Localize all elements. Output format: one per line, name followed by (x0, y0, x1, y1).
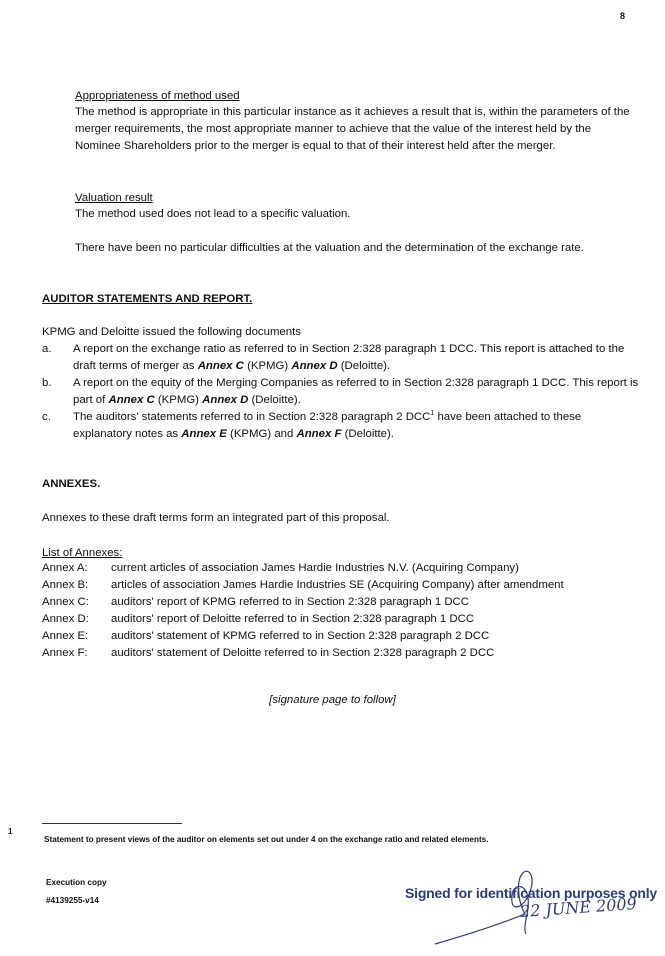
document-id: #4139255-v14 (46, 896, 99, 905)
annex-key: Annex A: (42, 562, 88, 574)
valuation-heading: Valuation result (75, 192, 153, 204)
annex-value: auditors' report of KPMG referred to in Section 2:328 paragraph 1 DCC (111, 596, 469, 608)
footer-doc-info (46, 874, 107, 910)
annex-value: current articles of association James Hardie Industries N.V. (Acquiring Company) (111, 562, 519, 574)
list-marker: c. (42, 411, 51, 423)
annex-row (42, 594, 640, 611)
annex-value: auditors' statement of KPMG referred to in Section 2:328 paragraph 2 DCC (111, 630, 490, 642)
list-item-text: A report on the exchange ratio as referred to in Section 2:328 paragraph 1 DCC. This report is attached to the draft terms of merger as Annex C (KPMG) Annex D (Deloitte). (73, 343, 625, 372)
auditor-heading: AUDITOR STATEMENTS AND REPORT. (42, 293, 253, 305)
footnote-ref: 1 (430, 410, 435, 418)
signature-page-note: [signature page to follow] (269, 694, 396, 706)
list-item-text: The auditors' statements referred to in Section 2:328 paragraph 2 DCC$^1$ have been attached to these explanatory notes as Annex E (KPMG) and Annex F (Deloitte). (73, 410, 582, 440)
annexes-heading: ANNEXES. (42, 478, 101, 490)
list-item-text: A report on the equity of the Merging Companies as referred to in Section 2:328 paragraph 1 DCC. This report is part of Annex C (KPMG) Annex D (Deloitte). (73, 377, 639, 406)
annex-key: Annex E: (42, 630, 89, 642)
annex-key: Annex C: (42, 596, 89, 608)
annex-value: articles of association James Hardie Industries SE (Acquiring Company) after amendment (111, 579, 564, 591)
annexes-intro: Annexes to these draft terms form an integrated part of this proposal. (42, 512, 390, 524)
annex-list-heading: List of Annexes: (42, 547, 123, 559)
valuation-text: The method used does not lead to a specific valuation. (75, 208, 351, 220)
annex-row (42, 645, 640, 662)
footnote-divider (42, 823, 182, 824)
method-text: The method is appropriate in this particular instance as it achieves a result that is, within the parameters of the merger requirements, the most appropriate manner to achieve that the value of the interest held by the Nominee Shareholders prior to the merger is equal to that of their interest held after the merger. (75, 106, 630, 152)
valuation-difficulties: There have been no particular difficulties at the valuation and the determination of the exchange rate. (75, 242, 584, 254)
auditor-intro: KPMG and Deloitte issued the following documents (42, 326, 301, 338)
annex-value: auditors' report of Deloitte referred to in Section 2:328 paragraph 1 DCC (111, 613, 475, 625)
annex-key: Annex D: (42, 613, 89, 625)
annex-row (42, 628, 640, 645)
annex-row (42, 577, 640, 594)
list-marker: b. (42, 377, 52, 389)
list-marker: a. (42, 343, 52, 355)
handwritten-signature-icon (430, 862, 640, 952)
annex-row (42, 611, 640, 628)
execution-copy-label: Execution copy (46, 878, 107, 887)
method-heading: Appropriateness of method used (75, 90, 240, 102)
footnote-text: Statement to present views of the auditor on elements set out under 4 on the exchange ratio and related elements. (44, 835, 489, 844)
annex-key: Annex B: (42, 579, 89, 591)
page-number: 8 (619, 11, 625, 21)
annex-key: Annex F: (42, 647, 88, 659)
annex-value: auditors' statement of Deloitte referred to in Section 2:328 paragraph 2 DCC (111, 647, 495, 659)
stamp-date: 22 JUNE 2009 (519, 893, 638, 922)
identification-stamp: Signed for identification purposes only (405, 885, 657, 901)
footnote-number: 1 (8, 827, 13, 836)
annex-row (42, 560, 640, 577)
